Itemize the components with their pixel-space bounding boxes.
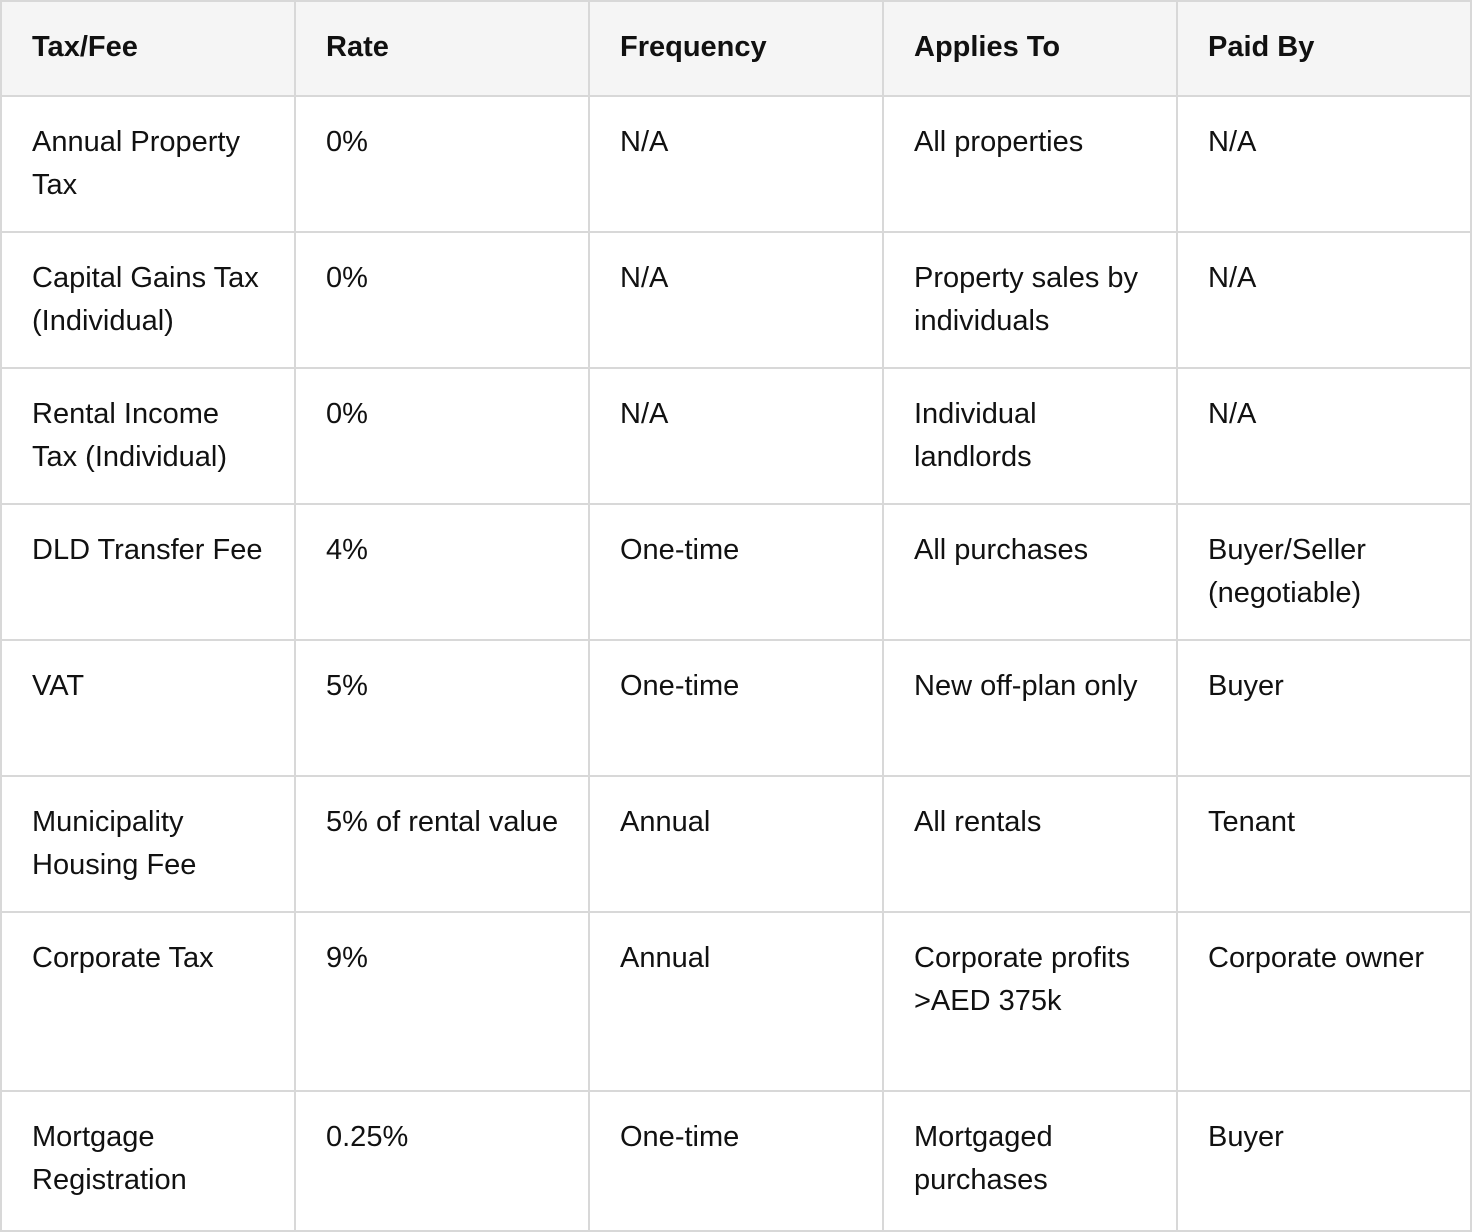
- column-header-rate: Rate: [295, 1, 589, 96]
- column-header-frequency: Frequency: [589, 1, 883, 96]
- header-row: [1, 1, 1471, 96]
- table-row-dld-transfer-fee: [1, 504, 1471, 640]
- cell-tax-fee: Capital Gains Tax (Individual): [1, 232, 295, 368]
- cell-tax-fee: Mortgage Registration: [1, 1091, 295, 1231]
- cell-rate: 9%: [295, 912, 589, 1091]
- cell-paid-by: Tenant: [1177, 776, 1471, 912]
- cell-applies-to: All purchases: [883, 504, 1177, 640]
- cell-applies-to: Mortgaged purchases: [883, 1091, 1177, 1231]
- cell-tax-fee: VAT: [1, 640, 295, 776]
- column-header-paid-by: Paid By: [1177, 1, 1471, 96]
- cell-rate: 0%: [295, 96, 589, 232]
- table-row-rental-income-tax: [1, 368, 1471, 504]
- cell-frequency: One-time: [589, 640, 883, 776]
- cell-tax-fee: Corporate Tax: [1, 912, 295, 1091]
- cell-rate: 4%: [295, 504, 589, 640]
- cell-frequency: N/A: [589, 232, 883, 368]
- column-header-applies-to: Applies To: [883, 1, 1177, 96]
- cell-rate: 5%: [295, 640, 589, 776]
- cell-tax-fee: DLD Transfer Fee: [1, 504, 295, 640]
- cell-frequency: N/A: [589, 368, 883, 504]
- cell-frequency: Annual: [589, 912, 883, 1091]
- cell-applies-to: Individual landlords: [883, 368, 1177, 504]
- table-row-capital-gains-tax: [1, 232, 1471, 368]
- cell-paid-by: N/A: [1177, 232, 1471, 368]
- table-row-corporate-tax: [1, 912, 1471, 1091]
- cell-frequency: Annual: [589, 776, 883, 912]
- cell-applies-to: New off-plan only: [883, 640, 1177, 776]
- cell-paid-by: Buyer/Seller (negotiable): [1177, 504, 1471, 640]
- cell-rate: 5% of rental value: [295, 776, 589, 912]
- table-row-mortgage-registration: [1, 1091, 1471, 1231]
- cell-applies-to: Corporate profits >AED 375k: [883, 912, 1177, 1091]
- cell-paid-by: Buyer: [1177, 640, 1471, 776]
- cell-rate: 0%: [295, 232, 589, 368]
- cell-paid-by: N/A: [1177, 96, 1471, 232]
- table-row-vat: [1, 640, 1471, 776]
- cell-rate: 0%: [295, 368, 589, 504]
- cell-applies-to: Property sales by individuals: [883, 232, 1177, 368]
- cell-applies-to: All rentals: [883, 776, 1177, 912]
- cell-paid-by: Corporate owner: [1177, 912, 1471, 1091]
- table-row-municipality-housing-fee: [1, 776, 1471, 912]
- cell-tax-fee: Municipality Housing Fee: [1, 776, 295, 912]
- cell-paid-by: N/A: [1177, 368, 1471, 504]
- cell-paid-by: Buyer: [1177, 1091, 1471, 1231]
- cell-rate: 0.25%: [295, 1091, 589, 1231]
- cell-tax-fee: Rental Income Tax (Individual): [1, 368, 295, 504]
- cell-tax-fee: Annual Property Tax: [1, 96, 295, 232]
- table-row-annual-property-tax: [1, 96, 1471, 232]
- column-header-tax-fee: Tax/Fee: [1, 1, 295, 96]
- cell-frequency: One-time: [589, 504, 883, 640]
- cell-frequency: N/A: [589, 96, 883, 232]
- cell-frequency: One-time: [589, 1091, 883, 1231]
- cell-applies-to: All properties: [883, 96, 1177, 232]
